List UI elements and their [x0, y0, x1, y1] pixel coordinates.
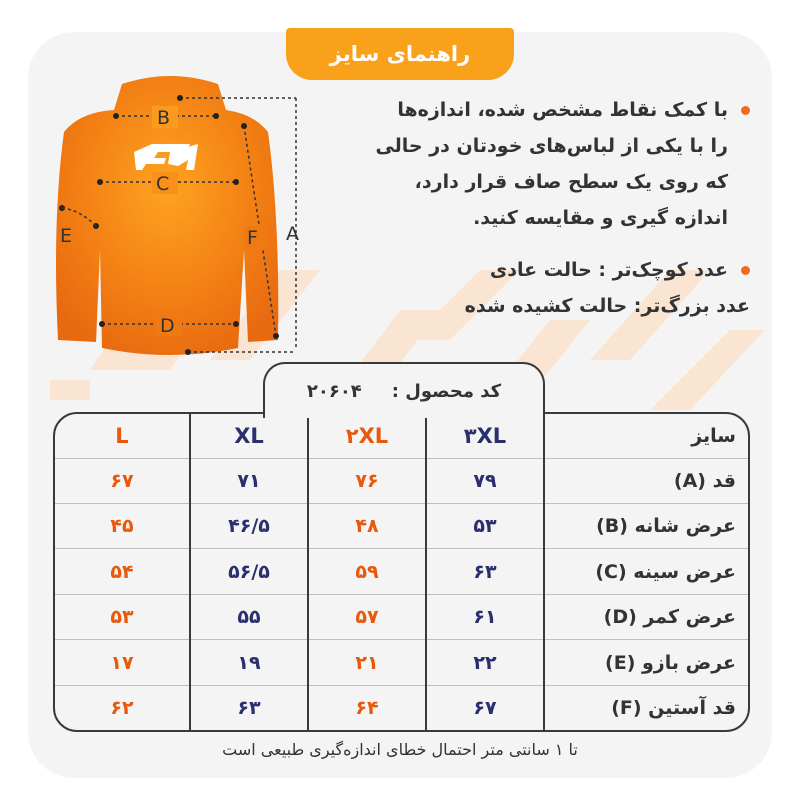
instruction-line: را با یکی از لباس‌های خودتان در حالی — [375, 135, 728, 157]
table-row — [55, 685, 748, 730]
cell-value: ۶۷ — [55, 458, 190, 503]
cell-value: ۶۱ — [426, 594, 544, 639]
svg-text:B: B — [157, 107, 171, 129]
table-row — [55, 549, 748, 594]
cell-value: ۵۹ — [308, 549, 426, 594]
cell-value: ۵۴ — [55, 549, 190, 594]
cell-value: ۱۷ — [55, 640, 190, 685]
size-3xl: ۳XL — [426, 414, 544, 458]
cell-value: ۲۱ — [308, 640, 426, 685]
product-code-label: کد محصول : — [391, 380, 502, 402]
svg-text:F: F — [247, 227, 258, 249]
svg-text:A: A — [286, 223, 299, 245]
cell-value: ۱۹ — [190, 640, 308, 685]
cell-value: ۶۳ — [426, 549, 544, 594]
cell-value: ۴۶/۵ — [190, 503, 308, 548]
instructions — [330, 92, 750, 324]
cell-value: ۶۲ — [55, 685, 190, 730]
instruction-line: با کمک نقاط مشخص شده، اندازه‌ها — [397, 99, 728, 121]
size-table — [53, 412, 750, 732]
table-header-row — [55, 414, 748, 458]
cell-value: ۲۲ — [426, 640, 544, 685]
cell-value: ۵۷ — [308, 594, 426, 639]
size-header: سایز — [544, 414, 748, 458]
cell-value: ۶۴ — [308, 685, 426, 730]
instruction-line: عدد بزرگ‌تر: حالت کشیده شده — [464, 295, 750, 317]
row-label: قد (A) — [544, 458, 748, 503]
row-label: عرض کمر (D) — [544, 594, 748, 639]
cell-value: ۶۳ — [190, 685, 308, 730]
hoodie-illustration — [40, 70, 320, 370]
cell-value: ۷۹ — [426, 458, 544, 503]
cell-value: ۵۶/۵ — [190, 549, 308, 594]
product-code — [263, 362, 545, 418]
cell-value: ۷۶ — [308, 458, 426, 503]
instruction-line: که روی یک سطح صاف قرار دارد، — [414, 171, 728, 193]
size-l: L — [115, 423, 129, 448]
footer-note: تا ۱ سانتی متر احتمال خطای اندازه‌گیری طبیعی است — [222, 740, 578, 759]
cell-value: ۶۷ — [426, 685, 544, 730]
table-row — [55, 458, 748, 503]
cell-value: ۴۸ — [308, 503, 426, 548]
cell-value: ۵۳ — [55, 594, 190, 639]
instruction-line: عدد کوچک‌تر : حالت عادی — [489, 259, 728, 281]
instruction-bullet-measure — [330, 92, 750, 236]
svg-text:E: E — [60, 225, 73, 247]
size-2xl: ۲XL — [308, 414, 426, 458]
svg-text:D: D — [160, 315, 175, 337]
table-row — [55, 640, 748, 685]
row-label: عرض سینه (C) — [544, 549, 748, 594]
svg-text:C: C — [156, 173, 170, 195]
row-label: عرض شانه (B) — [544, 503, 748, 548]
size-xl: XL — [190, 414, 308, 458]
cell-value: ۵۳ — [426, 503, 544, 548]
table-row — [55, 594, 748, 639]
cell-value: ۷۱ — [190, 458, 308, 503]
product-code-value: ۲۰۶۰۴ — [306, 380, 362, 402]
cell-value: ۵۵ — [190, 594, 308, 639]
table-row — [55, 503, 748, 548]
row-label: قد آستین (F) — [544, 685, 748, 730]
instruction-line: اندازه گیری و مقایسه کنید. — [473, 207, 728, 229]
instruction-bullet-numbers — [330, 252, 750, 324]
cell-value: ۴۵ — [55, 503, 190, 548]
page-title: راهنمای سایز — [286, 28, 514, 80]
row-label: عرض بازو (E) — [544, 640, 748, 685]
